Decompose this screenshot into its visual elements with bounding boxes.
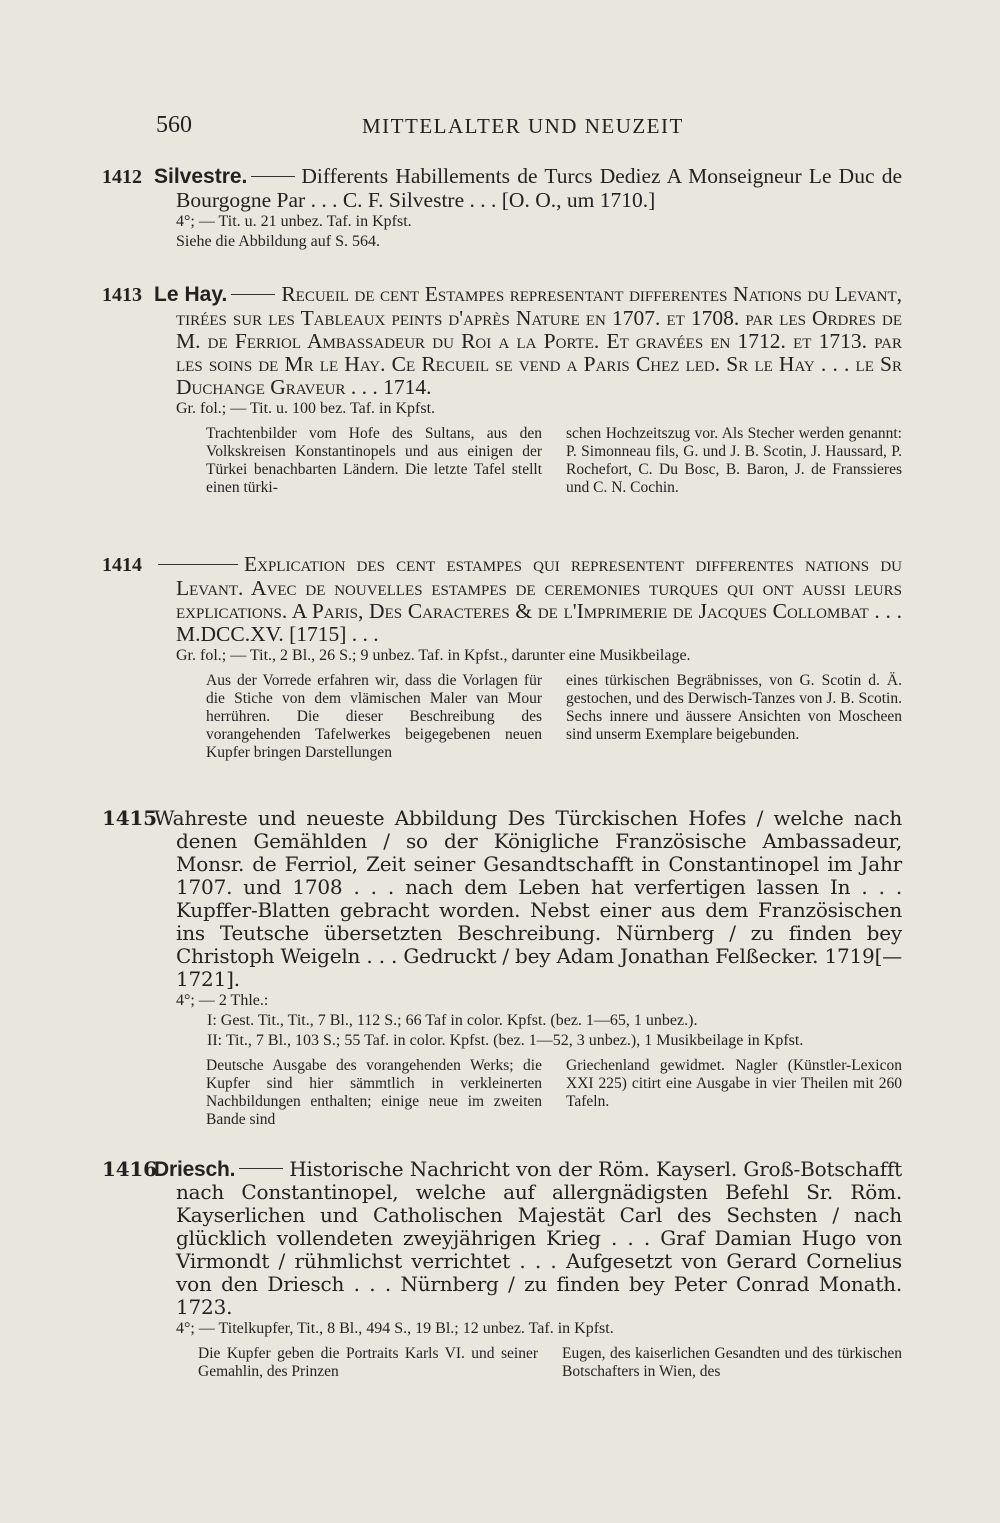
entry-number: 1415 (102, 806, 157, 830)
entry-number: 1412 (102, 166, 142, 188)
entry-title: Differents Habillements de Turcs Dediez A Monseigneur Le Duc de Bourgogne Par . . . C. F. Silvestre . . . [O. O., um 1710.] (176, 164, 902, 212)
page-number: 560 (156, 112, 192, 138)
entry-title: Explication des cent estampes qui representent differentes nations du Levant. Avec de nouvelles estampes de ceremonies turques qui ont aussi leurs explications. A Paris, Des Caracteres & de l'Imprimerie de Jacques Collombat . . . M.DCC.XV. [1715] . . . (176, 552, 902, 646)
entry-author: Silvestre. (154, 165, 248, 188)
entry-note: Siehe die Abbildung auf S. 564. (176, 233, 380, 250)
entry-author: Le Hay. (154, 283, 228, 306)
em-dash (251, 176, 295, 177)
entry-1415 (102, 807, 902, 1129)
entry-collation: 4°; — Titelkupfer, Tit., 8 Bl., 494 S., 19 Bl.; 12 unbez. Taf. in Kpfst. (176, 1320, 614, 1337)
entry-collation-volume-1: I: Gest. Tit., Tit., 7 Bl., 112 S.; 66 Taf in color. Kpfst. (bez. 1—65, 1 unbez.). (207, 1012, 698, 1029)
entry-collation: 4°; — Tit. u. 21 unbez. Taf. in Kpfst. (176, 213, 412, 230)
entry-annotation (102, 672, 902, 762)
entry-annotation (102, 1057, 902, 1129)
entry-number: 1414 (102, 554, 142, 576)
entry-collation: Gr. fol.; — Tit., 2 Bl., 26 S.; 9 unbez. Taf. in Kpfst., darunter eine Musikbeilage. (176, 647, 691, 664)
entry-collation: Gr. fol.; — Tit. u. 100 bez. Taf. in Kpfst. (176, 400, 436, 417)
entry-1412 (102, 165, 902, 252)
ditto-dash (158, 564, 238, 565)
entry-annotation (102, 425, 902, 497)
entry-1416 (102, 1158, 902, 1381)
entry-title: Historische Nachricht von der Röm. Kayserl. Groß-Botschafft nach Constantinopel, welche auf allergnädigsten Befehl Sr. Röm. Kayserlichen und Catholischen Majestät Carl des Sechsten / nach glücklich vollendeten zweyjährigen Krieg . . . Graf Damian Hugo von Virmondt / rühmlichst verrichtet . . . Aufgesetzt von Gerard Cornelius von den Driesch . . . Nürnberg / zu finden bey Peter Conrad Monath. 1723. (176, 1157, 902, 1319)
annotation-left: Die Kupfer geben die Portraits Karls VI. und seiner Gemahlin, des Prinzen (198, 1345, 538, 1380)
annotation-right: Eugen, des kaiserlichen Gesandten und des türkischen Botschafters in Wien, des (562, 1345, 902, 1380)
entry-collation: 4°; — 2 Thle.: (176, 992, 269, 1009)
entry-number: 1413 (102, 284, 142, 306)
entry-author: Driesch. (154, 1158, 236, 1181)
entry-collation-volume-2: II: Tit., 7 Bl., 103 S.; 55 Taf. in color. Kpfst. (bez. 1—52, 3 unbez.), 1 Musikbeilage in Kpfst. (207, 1032, 804, 1049)
annotation-right: eines türkischen Begräbnisses, von G. Scotin d. Ä. gestochen, und des Derwisch-Tanzes von J. B. Scotin. Sechs innere und äussere Ansichten von Moscheen sind unserm Exemplare beigebunden. (566, 672, 902, 743)
running-title: MITTELALTER UND NEUZEIT (362, 114, 684, 138)
annotation-right: schen Hochzeitszug vor. Als Stecher werden genannt: P. Simonneau fils, G. und J. B. Scotin, J. Haussard, P. Rochefort, C. Du Bosc, B. Baron, J. de Franssieres und C. N. Cochin. (566, 425, 902, 496)
annotation-left: Trachtenbilder vom Hofe des Sultans, aus den Volkskreisen Konstantinopels und aus einigen der Türkei benachbarten Ländern. Die letzte Tafel stellt einen türki- (206, 425, 542, 496)
annotation-left: Aus der Vorrede erfahren wir, dass die Vorlagen für die Stiche von dem vlämischen Maler van Mour herrühren. Die dieser Beschreibung des vorangehenden Tafelwerkes beigegebenen neuen Kupfer bringen Darstellungen (206, 672, 542, 761)
entry-title: Wahreste und neueste Abbildung Des Türckischen Hofes / welche nach denen Gemählden / so der Königliche Französische Ambassadeur, Monsr. de Ferriol, Zeit seiner Gesandtschafft in Constantinopel im Jahr 1707. und 1708 . . . nach dem Leben hat verfertigen lassen In . . . Kupffer-Blatten gebracht worden. Nebst einer aus dem Französischen ins Teutsche übersetzten Beschreibung. Nürnberg / zu finden bey Christoph Weigeln . . . Gedruckt / bey Adam Jonathan Felßecker. 1719[—1721]. (154, 806, 902, 991)
annotation-left: Deutsche Ausgabe des vorangehenden Werks; die Kupfer sind hier sämmtlich in verkleinerten Nachbildungen enthalten; einige neue im zweiten Bande sind (206, 1057, 542, 1128)
entry-1414 (102, 553, 902, 762)
entry-title: Recueil de cent Estampes representant differentes Nations du Levant, tirées sur les Tableaux peints d'après Nature en 1707. et 1708. par les Ordres de M. de Ferriol Ambassadeur du Roi a la Porte. Et gravées en 1712. et 1713. par les soins de Mr le Hay. Ce Recueil se vend a Paris Chez led. Sr le Hay . . . le Sr Duchange Graveur . . . 1714. (176, 282, 902, 399)
entry-1413 (102, 283, 902, 497)
annotation-right: Griechenland gewidmet. Nagler (Künstler-Lexicon XXI 225) citirt eine Ausgabe in vier Theilen mit 260 Tafeln. (566, 1057, 902, 1110)
entry-number: 1416 (102, 1157, 157, 1181)
em-dash (239, 1168, 283, 1169)
entry-annotation (102, 1345, 902, 1381)
em-dash (231, 294, 275, 295)
page-header (0, 112, 1000, 142)
